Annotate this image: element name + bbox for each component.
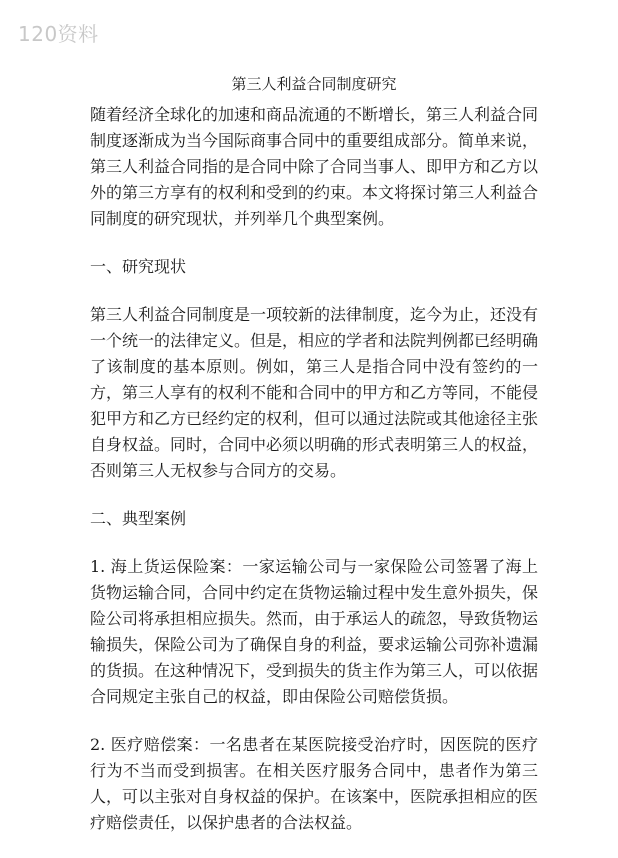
watermark-logo: 120资料 (18, 22, 99, 46)
intro-paragraph: 随着经济全球化的加速和商品流通的不断增长，第三人利益合同制度逐渐成为当今国际商事合同中的重要组成部分。简单来说，第三人利益合同指的是合同中除了合同当事人、即甲方和乙方以外的第三方享有的权利和受到的约束。本文将探讨第三人利益合同制度的研究现状，并列举几个典型案例。 (90, 105, 539, 228)
document-page (90, 74, 538, 858)
case-paragraph-marine-insurance: 1. 海上货运保险案：一家运输公司与一家保险公司签署了海上货物运输合同，合同中约定在货物运输过程中发生意外损失，保险公司将承担相应损失。然而，由于承运人的疏忽，导致货物运输损失，保险公司为了确保自身的利益，要求运输公司弥补遗漏的货损。在这种情况下，受到损失的货主作为第三人，可以依据合同规定主张自己的权益，即由保险公司赔偿货损。 (90, 557, 539, 706)
case-paragraph-medical-compensation: 2. 医疗赔偿案：一名患者在某医院接受治疗时，因医院的医疗行为不当而受到损害。在相关医疗服务合同中，患者作为第三人，可以主张对自身权益的保护。在该案中，医院承担相应的医疗赔偿责任，以保护患者的合法权益。 (90, 735, 539, 832)
document-title: 第三人利益合同制度研究 (231, 75, 397, 93)
section-heading-typical-cases: 二、典型案例 (90, 509, 187, 528)
section-heading-research-status: 一、研究现状 (90, 257, 187, 276)
research-status-paragraph: 第三人利益合同制度是一项较新的法律制度，迄今为止，还没有一个统一的法律定义。但是，相应的学者和法院判例都已经明确了该制度的基本原则。例如，第三人是指合同中没有签约的一方，第三人享有的权利不能和合同中的甲方和乙方等同，不能侵犯甲方和乙方已经约定的权利，但可以通过法院或其他途径主张自身权益。同时，合同中必须以明确的形式表明第三人的权益，否则第三人无权参与合同方的交易。 (90, 305, 539, 480)
